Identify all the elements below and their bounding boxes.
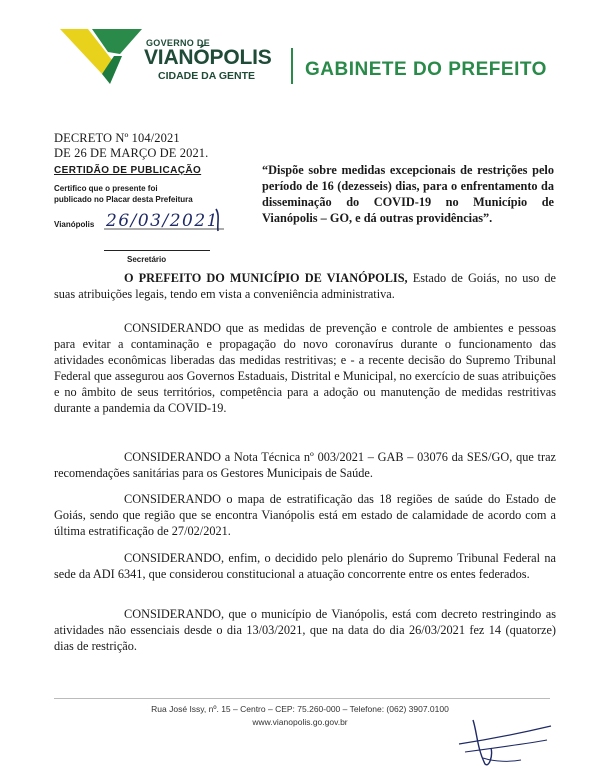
secretary-signature-line <box>104 250 210 251</box>
considerando-2 <box>54 449 556 481</box>
footer-address: Rua José Issy, nº. 15 – Centro – CEP: 75.260-000 – Telefone: (062) 3907.0100 <box>151 704 449 714</box>
city-tagline: CIDADE DA GENTE <box>158 70 256 82</box>
footer-divider <box>54 698 550 699</box>
office-title: GABINETE DO PREFEITO <box>305 59 547 80</box>
decree-number: DECRETO Nº 104/2021 <box>54 131 180 145</box>
publication-stamp-line2: publicado no Placar desta Prefeitura <box>54 195 193 204</box>
secretary-label: Secretário <box>127 255 167 264</box>
considerando-4 <box>54 550 556 582</box>
publication-stamp-title: CERTIDÃO DE PUBLICAÇÃO <box>54 165 202 176</box>
handwritten-date <box>104 205 224 235</box>
city-logo-icon <box>58 26 148 86</box>
city-name: VIANÓPOLIS <box>144 46 272 69</box>
considerando-1 <box>54 320 556 416</box>
opening-paragraph <box>54 270 556 302</box>
mayor-title: O PREFEITO DO MUNICÍPIO DE VIANÓPOLIS, <box>124 271 408 285</box>
considerando-text: CONSIDERANDO que as medidas de prevenção e controle de ambientes e pessoas para evitar a contaminação e propagação do novo coronavírus durante o funcionamento das atividades econômicas liberadas das medidas restritivas; e - a recente decisão do Supremo Tribunal Federal que assegurou aos Governos Estaduais, Distrital e Municipal, no exercício de suas atribuições e no âmbito de seus territórios, competência para a adoção ou manutenção de medidas restritivas durante a pandemia da COVID-19. <box>54 321 556 415</box>
footer-website: www.vianopolis.go.gov.br <box>252 717 348 727</box>
decree-ementa: “Dispõe sobre medidas excepcionais de restrições pelo período de 16 (dezesseis) dias, para o enfrentamento da disseminação do COVID-19 no Município de Vianópolis – GO, e dá outras providências”. <box>262 163 554 225</box>
publication-stamp-place: Vianópolis <box>54 220 95 229</box>
publication-stamp-line1: Certifico que o presente foi <box>54 184 158 193</box>
considerando-3 <box>54 491 556 539</box>
considerando-text: CONSIDERANDO o mapa de estratificação das 18 regiões de saúde do Estado de Goiás, sendo que região que se encontra Vianópolis está em estado de calamidade de acordo com a última estratificação de 27/02/2021. <box>54 492 556 538</box>
svg-text:26/03/2021: 26/03/2021 <box>106 211 219 231</box>
decree-date: DE 26 DE MARÇO DE 2021. <box>54 146 209 160</box>
header-divider <box>291 48 293 84</box>
considerando-5 <box>54 606 556 654</box>
considerando-text: CONSIDERANDO a Nota Técnica nº 003/2021 – GAB – 03076 da SES/GO, que traz recomendações sanitárias para os Gestores Municipais de Saúde. <box>54 450 556 480</box>
opening-text: Estado de Goiás, no uso de suas atribuições legais, tendo em vista a conveniência administrativa. <box>54 271 556 301</box>
government-label: GOVERNO DE <box>146 38 211 48</box>
mayor-signature-icon <box>455 718 555 772</box>
considerando-text: CONSIDERANDO, que o município de Vianópolis, está com decreto restringindo as atividades não essenciais desde o dia 13/03/2021, que na data do dia 26/03/2021 fez 14 (quatorze) dias de restrição. <box>54 607 556 653</box>
considerando-text: CONSIDERANDO, enfim, o decidido pelo plenário do Supremo Tribunal Federal na sede da ADI 6341, que considerou constitucional a atuação concorrente entre os entes federados. <box>54 551 556 581</box>
